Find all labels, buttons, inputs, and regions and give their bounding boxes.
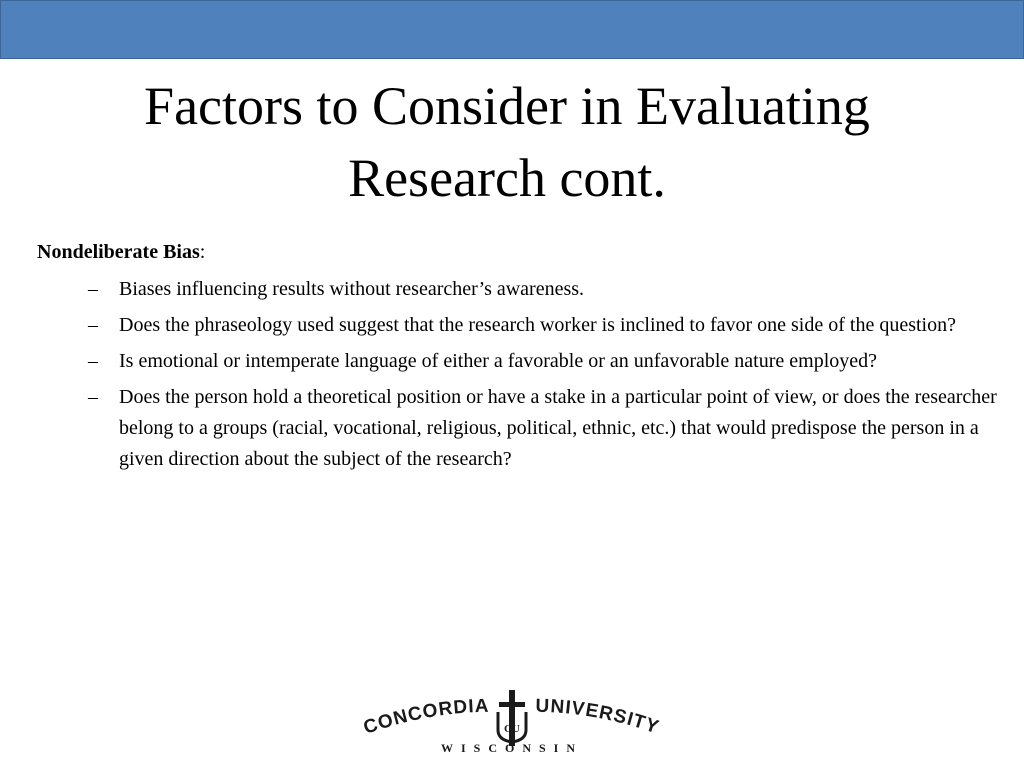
concordia-university-logo	[352, 688, 672, 760]
bullet-item	[37, 310, 997, 341]
header-bar	[0, 0, 1024, 59]
bullet-text: Does the person hold a theoretical position or have a stake in a particular point of view, or does the researcher belong to a groups (racial, vocational, religious, political, ethnic, etc.) that would predispose the person in a given direction about the subject of the research?	[119, 386, 997, 470]
logo-word-university: UNIVERSITY	[535, 695, 662, 739]
logo-word-concordia: CONCORDIA	[360, 695, 490, 739]
bullet-list	[37, 274, 997, 475]
bullet-item	[37, 346, 997, 377]
logo-word-wisconsin: WISCONSIN	[440, 741, 584, 755]
section-heading	[37, 238, 997, 266]
logo-monogram: CU	[504, 723, 520, 735]
bullet-dash: –	[88, 386, 98, 408]
bullet-dash: –	[88, 278, 98, 300]
bullet-item	[37, 382, 997, 475]
bullet-dash: –	[88, 350, 98, 372]
bullet-text: Biases influencing results without researcher’s awareness.	[119, 278, 585, 300]
cross-monogram-icon	[498, 690, 526, 746]
section-heading-label: Nondeliberate Bias	[37, 241, 200, 263]
slide-title: Factors to Consider in Evaluating Research cont.	[144, 76, 870, 208]
bullet-text: Does the phraseology used suggest that the research worker is inclined to favor one side of the question?	[119, 314, 956, 336]
bullet-item	[37, 274, 997, 305]
bullet-text: Is emotional or intemperate language of either a favorable or an unfavorable nature employed?	[119, 350, 877, 372]
bullet-dash: –	[88, 314, 98, 336]
section-heading-colon: :	[199, 241, 206, 263]
slide-body	[37, 238, 997, 480]
